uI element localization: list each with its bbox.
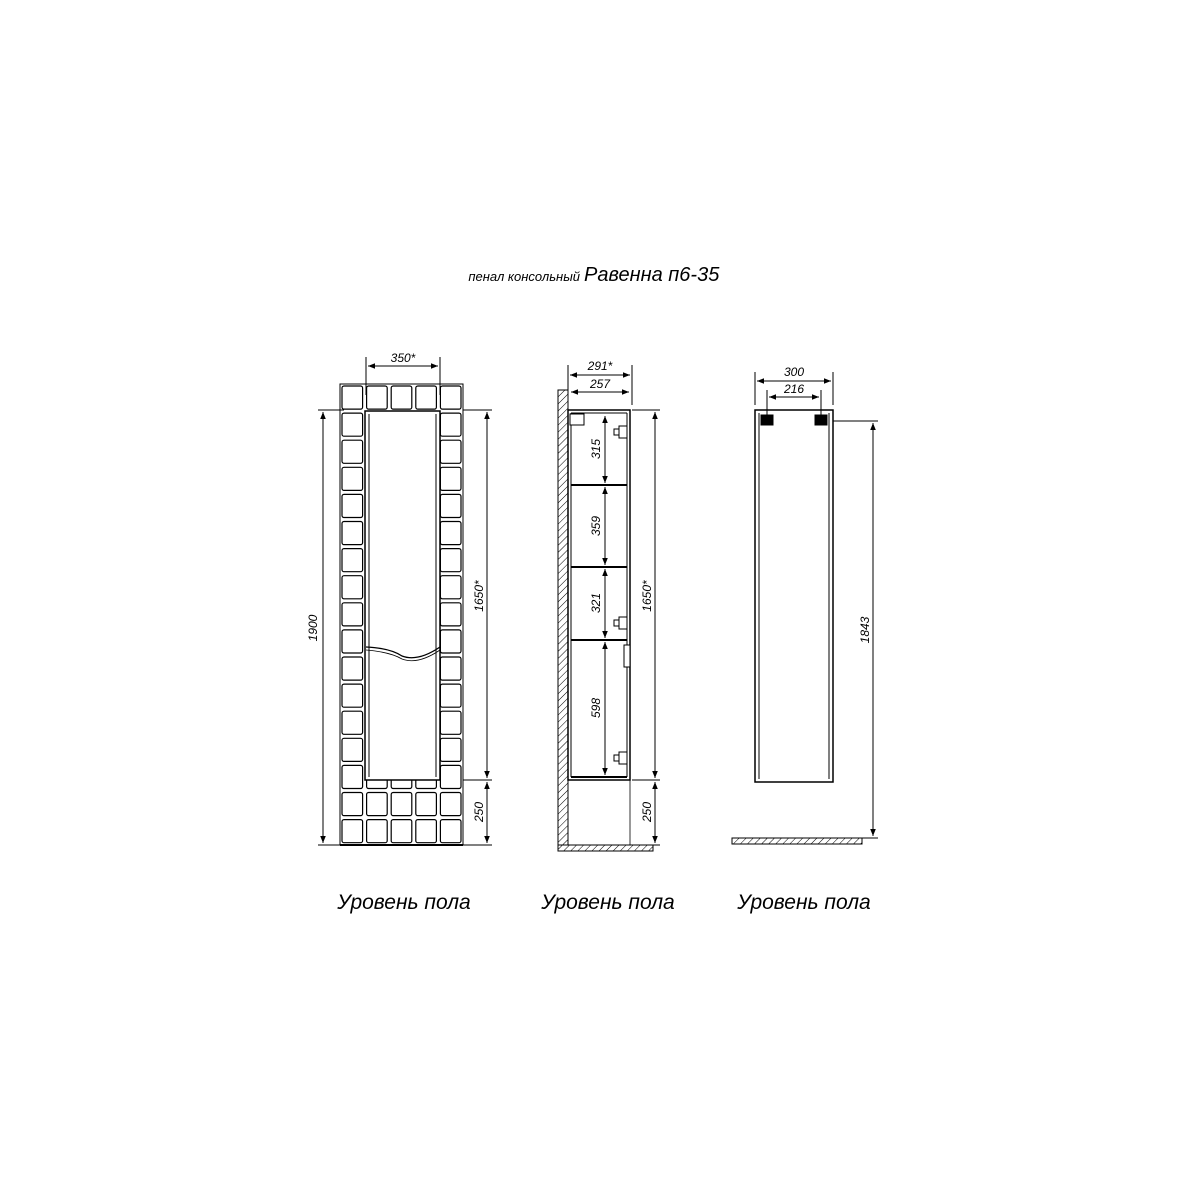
- wall-tile: [342, 576, 363, 599]
- title-prefix: пенал консольный: [468, 269, 580, 284]
- wall-tile: [416, 793, 437, 816]
- wall-tile: [440, 711, 461, 734]
- wall-tile: [440, 820, 461, 843]
- wall-tile: [342, 711, 363, 734]
- wall-tile: [342, 467, 363, 490]
- dim-back-mount-height-label: 1843: [858, 616, 872, 644]
- wall-tile: [342, 793, 363, 816]
- side-view: [558, 359, 660, 851]
- wall-tile: [342, 820, 363, 843]
- dim-front-mount-height: [463, 782, 492, 845]
- back-floor: [732, 838, 862, 844]
- dim-shelf-4-label: 598: [589, 697, 603, 719]
- wall-tile: [342, 413, 363, 436]
- wall-tile: [440, 522, 461, 545]
- wall-tile: [342, 657, 363, 680]
- wall-tile: [440, 603, 461, 626]
- side-floor: [558, 845, 653, 851]
- back-mount-brackets: [761, 415, 827, 425]
- wall-tile: [440, 793, 461, 816]
- wall-tile: [391, 820, 412, 843]
- back-view: [732, 365, 878, 844]
- dim-side-depth-outer-label: 291*: [587, 359, 613, 373]
- cabinet-back-body: [755, 410, 833, 782]
- wall-tile: [342, 494, 363, 517]
- wall-tile: [342, 684, 363, 707]
- dim-side-depth-inner: [571, 377, 629, 392]
- floor-label-side: Уровень пола: [541, 891, 675, 914]
- dim-shelf-3: [589, 569, 605, 638]
- wall-tile: [416, 820, 437, 843]
- dim-side-body-height: [632, 410, 660, 780]
- wall-tile: [440, 467, 461, 490]
- wall-tile: [342, 549, 363, 572]
- dim-shelf-2-label: 359: [589, 515, 603, 537]
- dim-back-width-outer-label: 300: [783, 365, 805, 379]
- wall-tile: [440, 765, 461, 788]
- wall-tile: [342, 522, 363, 545]
- dim-side-depth-inner-label: 257: [589, 377, 611, 391]
- dim-front-body-height: [463, 410, 492, 780]
- wall-tile: [342, 386, 363, 409]
- wall-tile: [440, 440, 461, 463]
- wall-tile: [342, 630, 363, 653]
- front-view: [306, 351, 492, 845]
- dim-shelf-1-label: 315: [589, 438, 603, 460]
- wall-tile: [440, 738, 461, 761]
- wall-tile: [440, 549, 461, 572]
- wall-tile: [391, 793, 412, 816]
- wall-tile: [440, 386, 461, 409]
- wall-tile: [367, 820, 388, 843]
- hinge-icons: [614, 426, 630, 764]
- wall-tile: [367, 793, 388, 816]
- wall-tile: [440, 576, 461, 599]
- title-model: Равенна п6-35: [584, 264, 720, 286]
- dim-front-total-height: [306, 410, 344, 845]
- dim-back-mount-height: [833, 421, 878, 838]
- dim-side-mount-height: [632, 782, 660, 845]
- dim-shelf-2: [589, 487, 605, 565]
- dim-side-body-height-label: 1650*: [640, 580, 654, 612]
- wall-tile: [440, 684, 461, 707]
- dim-front-body-height-label: 1650*: [472, 580, 486, 612]
- dim-front-mount-height-label: 250: [472, 801, 486, 823]
- wall-tile: [342, 765, 363, 788]
- dim-shelf-3-label: 321: [589, 592, 603, 614]
- floor-label-front: Уровень пола: [337, 891, 471, 914]
- dim-back-width-mount-label: 216: [783, 382, 805, 396]
- wall-tile: [416, 386, 437, 409]
- mount-bracket: [570, 414, 584, 425]
- wall-tile: [342, 440, 363, 463]
- dim-front-total-height-label: 1900: [306, 614, 320, 642]
- wall-tile: [342, 603, 363, 626]
- wall-tile: [440, 494, 461, 517]
- drawing-title: [468, 264, 720, 286]
- side-wall: [558, 390, 568, 845]
- wall-tile: [440, 657, 461, 680]
- dim-shelf-4: [589, 642, 605, 775]
- wall-tile: [342, 738, 363, 761]
- wall-tile: [391, 386, 412, 409]
- wall-tile: [440, 413, 461, 436]
- dim-front-width-label: 350*: [390, 351, 416, 365]
- cabinet-front-body: [365, 411, 440, 780]
- dim-shelf-1: [589, 416, 605, 483]
- dim-side-mount-height-label: 250: [640, 801, 654, 823]
- floor-label-back: Уровень пола: [737, 891, 871, 914]
- wall-tile: [440, 630, 461, 653]
- wall-tile: [367, 386, 388, 409]
